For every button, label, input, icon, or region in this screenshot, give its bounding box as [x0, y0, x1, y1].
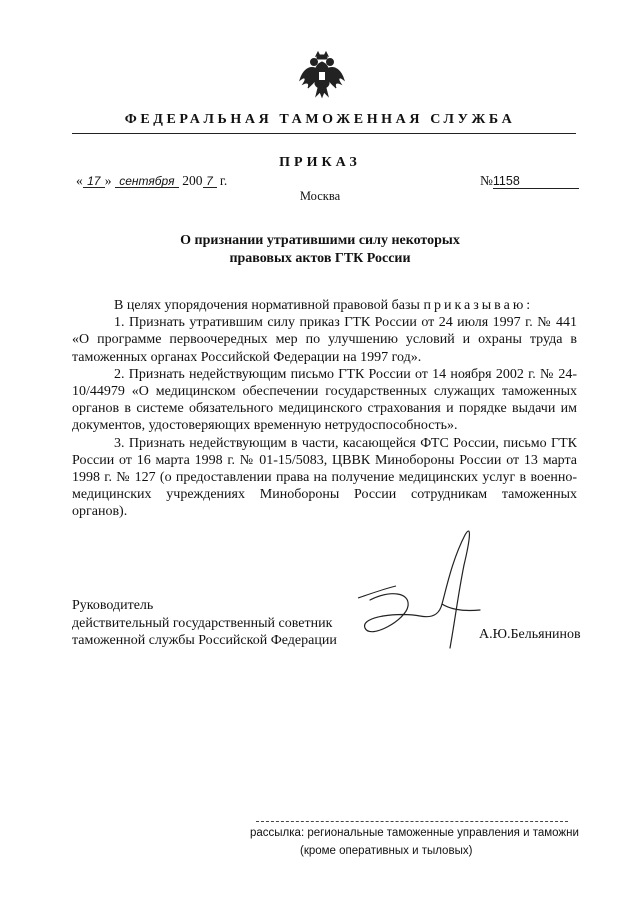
date-suffix: г.: [219, 173, 228, 188]
distribution-divider: [256, 821, 568, 822]
distribution-line-2: (кроме оперативных и тыловых): [300, 845, 473, 857]
number-value: 1158: [493, 174, 579, 189]
item-1: 1. Признать утратившим силу приказ ГТК России от 24 июля 1997 г. № 441 «О программе первоочередных мер по улучшению условий и охраны труда в таможенных органах Российской Федерации на 1997 год».: [72, 315, 577, 365]
title-line-1: О признании утратившими силу некоторых: [180, 233, 460, 248]
signatory-line-2: действительный государственный советник: [72, 615, 333, 631]
intro-paragraph: [72, 297, 577, 314]
item-2: 2. Признать недействующим письмо ГТК России от 14 ноября 2002 г. № 24-10/44979 «О медицинском обеспечении государственных служащих таможенных органов в системе обязательного медицинского страхования и порядке выдачи им документов, удостоверяющих временную нетрудоспособность».: [72, 366, 577, 434]
signatory-title: [72, 597, 337, 650]
date-month: сентября: [115, 175, 179, 188]
order-date: [76, 173, 227, 189]
signatory-name: А.Ю.Бельянинов: [479, 627, 581, 642]
title-line-2: правовых актов ГТК России: [229, 251, 411, 266]
date-close-quote: »: [104, 173, 112, 188]
date-year-digit: 7: [203, 175, 217, 188]
organization-name: ФЕДЕРАЛЬНАЯ ТАМОЖЕННАЯ СЛУЖБА: [124, 112, 516, 127]
eagle-emblem-icon: [297, 50, 347, 100]
distribution-line-1: рассылка: региональные таможенные управления и таможни: [250, 827, 579, 839]
intro-command: приказываю:: [423, 298, 534, 313]
document-body: [72, 297, 577, 521]
city: Москва: [299, 189, 341, 203]
intro-text: В целях упорядочения нормативной правовой базы: [114, 298, 420, 313]
header-divider: [72, 133, 576, 134]
item-3: 3. Признать недействующим в части, касающейся ФТС России, письмо ГТК России от 16 марта 1998 г. № 01-15/5083, ЦВВК Минобороны России от 13 марта 1998 г. № 127 (о предоставлении права на получение медицинских услуг в военно-медицинских учреждениях Минобороны России сотрудникам таможенных органов).: [72, 435, 577, 520]
document-type: ПРИКАЗ: [279, 155, 361, 170]
date-day: 17: [83, 175, 105, 188]
date-open-quote: «: [76, 173, 83, 188]
signatory-line-3: таможенной службы Российской Федерации: [72, 633, 337, 648]
number-prefix: №: [480, 173, 493, 188]
order-number: [480, 173, 579, 189]
signatory-line-1: Руководитель: [72, 598, 154, 613]
document-title: [120, 232, 520, 268]
handwritten-signature-icon: [330, 520, 500, 655]
date-year-prefix: 200: [182, 173, 203, 188]
